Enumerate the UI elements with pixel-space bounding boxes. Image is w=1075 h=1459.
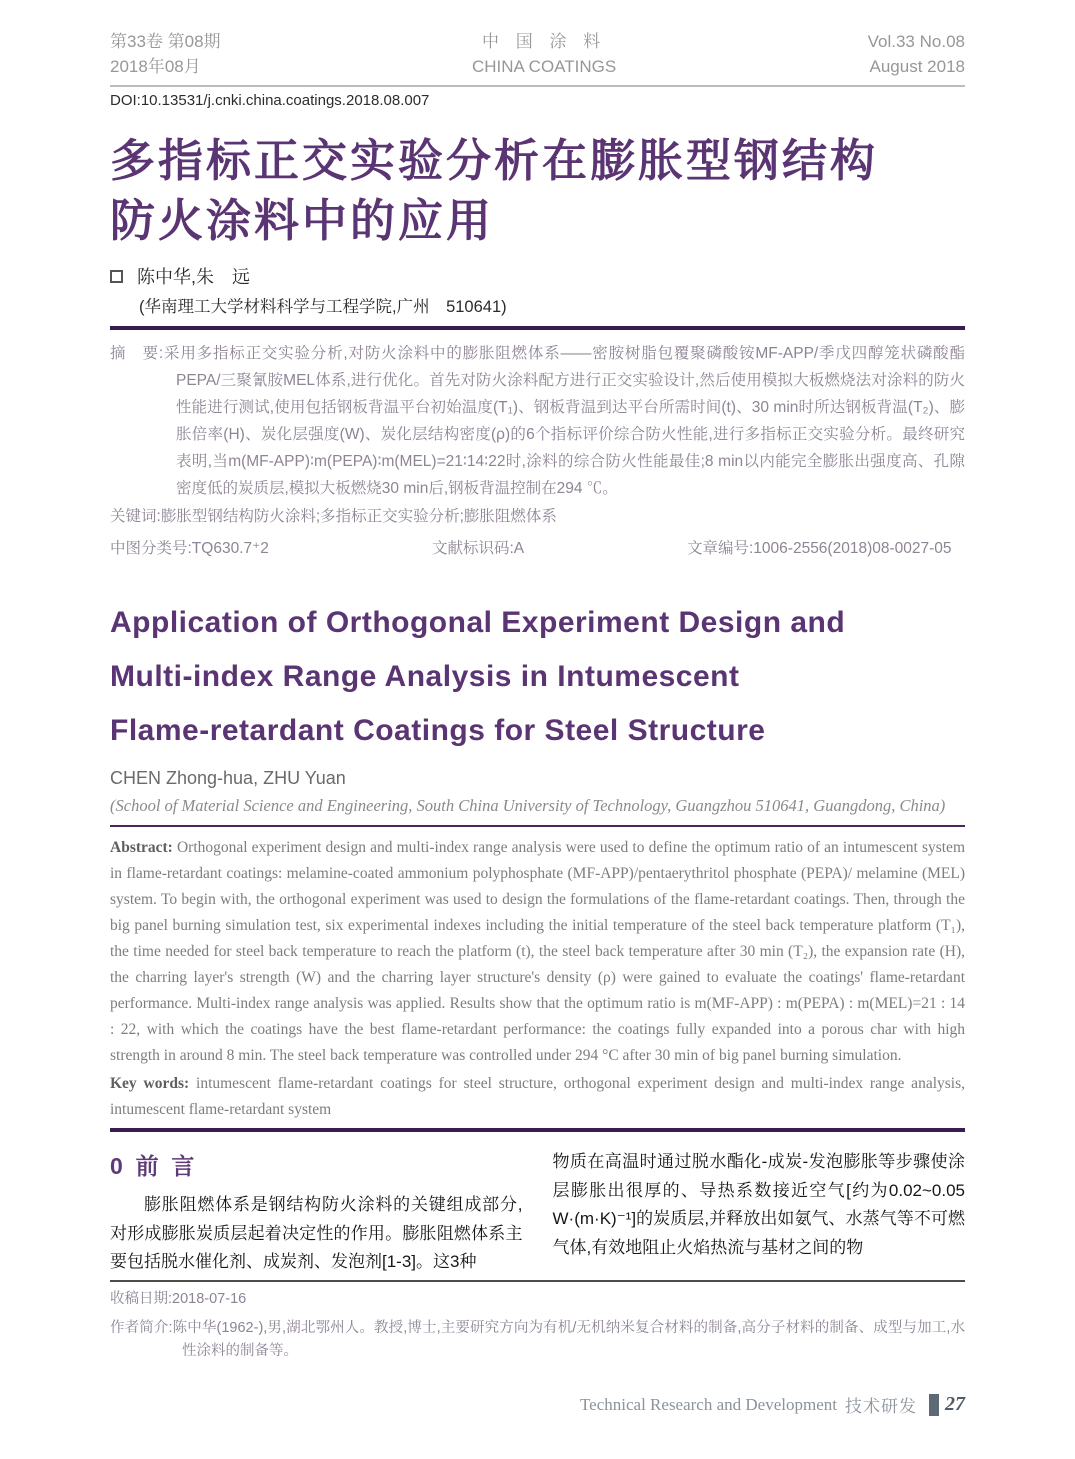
body-paragraph-right: 物质在高温时通过脱水酯化-成炭-发泡膨胀等步骤使涂层膨胀出很厚的、导热系数接近空气[约为0.02~0.05 W·(m·K)⁻¹]的炭质层,并释放出如氨气、水蒸气等不可燃气体,有效地阻止火焰热流与基材之间的物	[552, 1152, 965, 1257]
keywords-en-text: intumescent flame-retardant coatings for steel structure, orthogonal experiment design and multi-index range analysis, intumescent flame-retardant system	[110, 1075, 965, 1119]
title-cn-line2: 防火涂料中的应用	[110, 195, 495, 247]
page-footer	[580, 1392, 965, 1417]
keywords-en-label: Key words:	[110, 1075, 190, 1093]
affiliation-en: (School of Material Science and Engineering, South China University of Technology, Guangzhou 510641, Guangdong, China)	[110, 796, 946, 816]
journal-name-en: CHINA COATINGS	[471, 56, 617, 76]
authors-en: CHEN Zhong-hua, ZHU Yuan	[110, 768, 346, 789]
abstract-cn	[110, 340, 965, 502]
title-en-line2: Multi-index Range Analysis in Intumescent	[110, 660, 740, 694]
journal-name	[472, 30, 616, 79]
divider-rule-top	[110, 326, 965, 330]
title-cn-line1: 多指标正交实验分析在膨胀型钢结构	[110, 135, 879, 187]
section-heading-intro: 0 前 言	[110, 1153, 195, 1179]
author-bio-label: 作者简介:	[110, 1320, 173, 1336]
body-paragraph-left: 膨胀阻燃体系是钢结构防火涂料的关键组成部分,对形成膨胀炭质层起着决定性的作用。膨胀阻燃体系主要包括脱水催化剂、成炭剂、发泡剂[1-3]。这3种	[110, 1195, 523, 1271]
footnote-rule	[110, 1280, 965, 1282]
volume-issue-en: Vol.33 No.08	[867, 32, 965, 51]
body-section	[110, 1128, 965, 1277]
volume-issue-cn: 第33卷 第08期	[110, 32, 221, 51]
date-cn: 2018年08月	[110, 56, 201, 76]
keywords-cn-text: 膨胀型钢结构防火涂料;多指标正交实验分析;膨胀阻燃体系	[160, 508, 557, 526]
article-title-cn	[110, 131, 965, 251]
footer-section-cn: 技术研发	[845, 1397, 917, 1416]
clc-number: 中图分类号:TQ630.7⁺2	[110, 540, 269, 558]
keywords-cn	[110, 504, 965, 530]
footnote-block	[110, 1280, 965, 1363]
page-number: 27	[945, 1393, 965, 1415]
affiliation-cn: (华南理工大学材料科学与工程学院,广州 510641)	[139, 298, 507, 317]
authors-cn-row	[110, 263, 965, 289]
footer-bar-icon	[929, 1394, 939, 1416]
keywords-en	[110, 1071, 965, 1123]
abstract-cn-text: 采用多指标正交实验分析,对防火涂料中的膨胀阻燃体系——密胺树脂包覆聚磷酸铵MF-APP/季戊四醇笼状磷酸酯PEPA/三聚氰胺MEL体系,进行优化。首先对防火涂料配方进行正交实验设计,然后使用模拟大板燃烧法对涂料的防火性能进行测试,使用包括钢板背温平台初始温度(T₁)、钢板背温到达平台所需时间(t)、30 min时所达钢板背温(T₂)、膨胀倍率(H)、炭化层强度(W)、炭化层结构密度(ρ)的6个指标评价综合防火性能,进行多指标正交实验分析。最终研究表明,当m(MF-APP)∶m(PEPA)∶m(MEL)=21∶14∶22时,涂料的综合防火性能最佳;8 min以内能完全膨胀出强度高、孔隙密度低的炭质层,模拟大板燃烧30 min后,钢板背温控制在294 ℃。	[163, 345, 965, 498]
date-en: August 2018	[869, 56, 965, 76]
document-code: 文献标识码:A	[432, 540, 525, 558]
divider-rule-english	[110, 825, 965, 827]
footer-section-en: Technical Research and Development	[579, 1394, 837, 1414]
column-left	[110, 1148, 523, 1277]
abstract-en	[110, 835, 965, 1069]
title-en-line1: Application of Orthogonal Experiment Design and	[110, 606, 846, 640]
abstract-en-label: Abstract:	[110, 839, 173, 857]
title-en-line3: Flame-retardant Coatings for Steel Structure	[110, 714, 766, 748]
article-id: 文章编号:1006-2556(2018)08-0027-05	[687, 540, 952, 558]
header-volume-issue	[110, 30, 221, 79]
divider-rule-body	[110, 1128, 965, 1132]
received-date: 收稿日期:2018-07-16	[110, 1291, 247, 1307]
column-right	[553, 1148, 966, 1277]
two-column-body	[110, 1148, 965, 1277]
authors-cn: 陈中华,朱 远	[137, 267, 251, 288]
article-title-en	[110, 596, 965, 758]
journal-header	[110, 30, 965, 87]
abstract-en-text: Orthogonal experiment design and multi-index range analysis were used to define the optimum ratio of an intumescent system in flame-retardant coatings: melamine-coated ammonium polyphosphate (MF-APP)/pentaerythritol phosphate (PEPA)/ melamine (MEL) system. To begin with, the orthogonal experiment was used to design the formulations of the flame-retardant coatings. Then, through the big panel burning simulation test, six experimental indexes including the initial temperature of the steel back temperature platform (T₁), the time needed for steel back temperature to reach the platform (t), the steel back temperature after 30 min (T₂), the expansion rate (H), the charring layer's strength (W) and the charring layer structure's density (ρ) were gained to evaluate the coatings' flame-retardant performance. Multi-index range analysis was applied. Results show that the optimum ratio is m(MF-APP) : m(PEPA) : m(MEL)=21 : 14 : 22, with which the coatings have the best flame-retardant performance: the coatings fully expanded into a porous char with high strength in around 8 min. The steel back temperature was controlled under 294 °C after 30 min of big panel burning simulation.	[110, 839, 965, 1065]
journal-name-cn: 中 国 涂 料	[482, 32, 607, 51]
keywords-cn-label: 关键词:	[110, 508, 161, 526]
doi: DOI:10.13531/j.cnki.china.coatings.2018.08.007	[110, 92, 430, 110]
abstract-cn-label: 摘 要:	[110, 345, 164, 363]
square-bullet-icon	[110, 270, 123, 283]
author-bio-text: 陈中华(1962-),男,湖北鄂州人。教授,博士,主要研究方向为有机/无机纳米复合材料的制备,高分子材料的制备、成型与加工,水性涂料的制备等。	[172, 1320, 965, 1359]
author-bio	[110, 1317, 965, 1363]
classification-row	[110, 536, 965, 558]
header-volume-issue-en	[868, 30, 965, 79]
